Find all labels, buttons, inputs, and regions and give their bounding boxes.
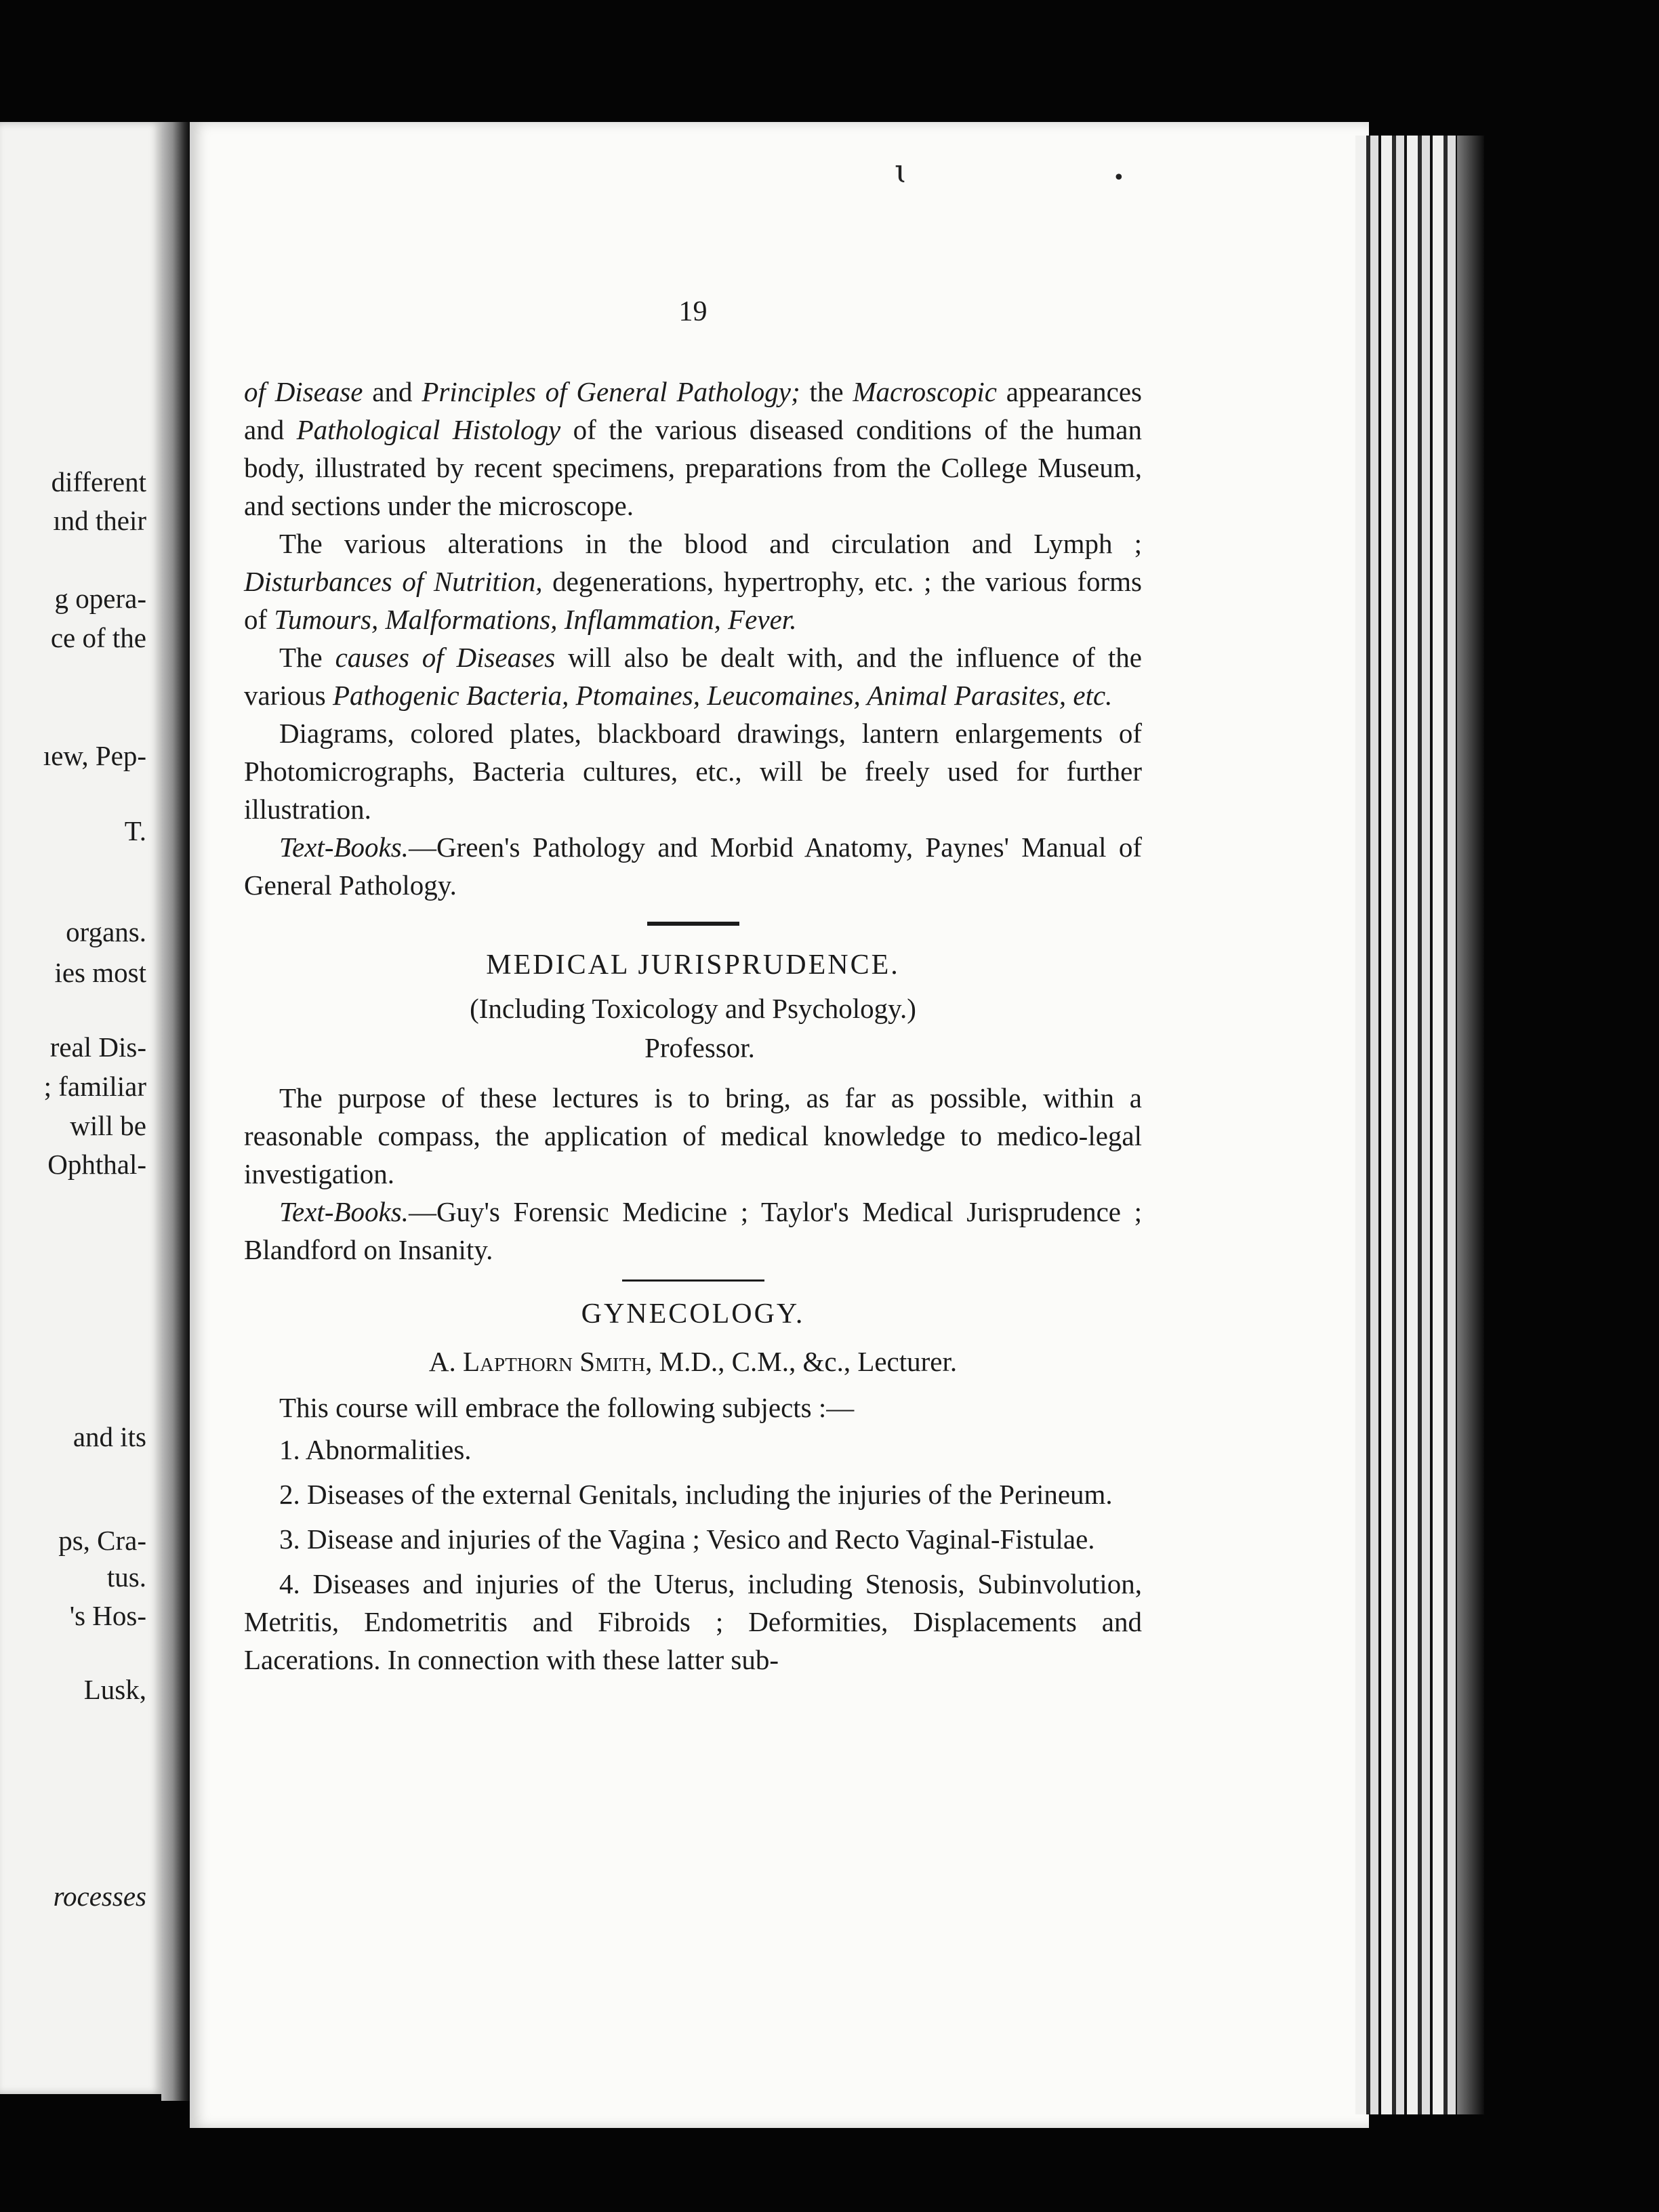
inline-text: of the various diseased conditions of the human body, illustrated by recent specimens, preparations from the College Museum, and sections under the microscope. xyxy=(244,414,1142,521)
inline-text: —Green's Pathology and Morbid Anatomy, Paynes' Manual of General Pathology. xyxy=(244,832,1142,901)
left-page-line: different xyxy=(51,466,146,497)
inline-text: will also be dealt with, and the influence of the various xyxy=(244,642,1143,711)
left-page-line: rocesses xyxy=(53,1881,146,1912)
left-page-line: Ophthal- xyxy=(47,1149,146,1180)
inline-text: appearances and xyxy=(244,376,1143,445)
left-page-line: Lusk, xyxy=(83,1674,146,1705)
inline-text: , M.D., C.M., &c., Lecturer. xyxy=(645,1346,958,1377)
page-body xyxy=(244,373,1142,1679)
left-page-line: ps, Cra- xyxy=(58,1525,146,1556)
left-page-line: ıew, Pep- xyxy=(43,740,146,771)
pencil-mark-icon: ɩ xyxy=(895,152,907,190)
pathology-paragraph-2 xyxy=(244,525,1142,638)
jurisprudence-subtitle: (Including Toxicology and Psychology.) xyxy=(470,993,916,1024)
inline-text: and xyxy=(363,376,422,407)
left-page-line: and its xyxy=(73,1421,146,1452)
previous-page-fragment xyxy=(0,122,161,2094)
page-number: 19 xyxy=(678,296,708,327)
inline-text: —Guy's Forensic Medicine ; Taylor's Medical Jurisprudence ; Blandford on Insanity. xyxy=(244,1196,1142,1265)
left-page-line: ies most xyxy=(54,957,146,988)
left-page-line: organs. xyxy=(66,916,146,947)
inline-text: of Disease xyxy=(244,376,363,407)
section-divider xyxy=(622,1279,764,1282)
inline-text: the xyxy=(800,376,853,407)
textbooks-label: Text-Books. xyxy=(279,1196,409,1227)
pathology-paragraph-3 xyxy=(244,638,1142,714)
left-page-line: g opera- xyxy=(54,583,146,614)
left-page-line: ; familiar xyxy=(43,1071,146,1102)
jurisprudence-professor: Professor. xyxy=(644,1032,755,1063)
inline-text: degenerations, hypertrophy, etc. ; the various forms of xyxy=(244,566,1142,635)
inline-text: Macroscopic xyxy=(853,376,997,407)
dot-mark-icon: • xyxy=(1113,166,1125,190)
gynecology-intro: This course will embrace the following subjects :— xyxy=(279,1392,855,1423)
gynecology-heading: GYNECOLOGY. xyxy=(581,1298,805,1330)
left-page-line: will be xyxy=(70,1110,146,1141)
inline-text: Disturbances of Nutrition, xyxy=(244,566,543,597)
inline-text: causes of Diseases xyxy=(335,642,556,673)
jurisprudence-paragraph: The purpose of these lectures is to bring, as far as possible, within a reasonable compass, the application of medical knowledge to medico-legal investigation. xyxy=(244,1082,1142,1189)
section-divider xyxy=(647,922,739,926)
left-page-line: T. xyxy=(124,815,146,846)
inline-text: The various alterations in the blood and circulation and Lymph ; xyxy=(279,528,1142,559)
inline-text: Tumours, Malformations, Inflammation, Fever. xyxy=(274,604,797,635)
jurisprudence-textbooks xyxy=(244,1193,1142,1269)
lecturer-name: Lapthorn Smith xyxy=(462,1346,646,1377)
left-page-line: real Dis- xyxy=(49,1031,146,1063)
left-page-line: tus. xyxy=(106,1561,146,1593)
page-edge-stack xyxy=(1355,136,1484,2114)
inline-text: Pathogenic Bacteria, Ptomaines, Leucomaines, Animal Parasites, etc. xyxy=(332,680,1113,711)
list-item: 1. Abnormalities. xyxy=(279,1434,472,1465)
list-item: 2. Diseases of the external Genitals, including the injuries of the Perineum. xyxy=(279,1479,1113,1510)
jurisprudence-heading: MEDICAL JURISPRUDENCE. xyxy=(486,949,900,981)
left-page-line: ce of the xyxy=(50,622,146,653)
pathology-paragraph-1 xyxy=(244,373,1142,525)
inline-text: The xyxy=(279,642,335,673)
book-gutter xyxy=(161,122,190,2101)
list-item: 4. Diseases and injuries of the Uterus, including Stenosis, Subinvolution, Metritis, Endometritis and Fibroids ; Deformities, Displacements and Lacerations. In connection with these latter sub- xyxy=(244,1568,1142,1675)
inline-text: A. xyxy=(428,1346,463,1377)
left-page-line: 's Hos- xyxy=(69,1600,146,1631)
inline-text: Pathological Histology xyxy=(296,414,561,445)
pathology-paragraph-4: Diagrams, colored plates, blackboard drawings, lantern enlargements of Photomicrographs, Bacteria cultures, etc., will be freely used for further illustration. xyxy=(244,718,1142,825)
inline-text: Principles of General Pathology; xyxy=(422,376,800,407)
pathology-textbooks xyxy=(244,828,1142,904)
gynecology-lecturer xyxy=(244,1343,1142,1380)
list-item: 3. Disease and injuries of the Vagina ; Vesico and Recto Vaginal-Fistulae. xyxy=(279,1523,1095,1555)
left-page-line: ınd their xyxy=(53,505,146,536)
textbooks-label: Text-Books. xyxy=(279,832,409,863)
